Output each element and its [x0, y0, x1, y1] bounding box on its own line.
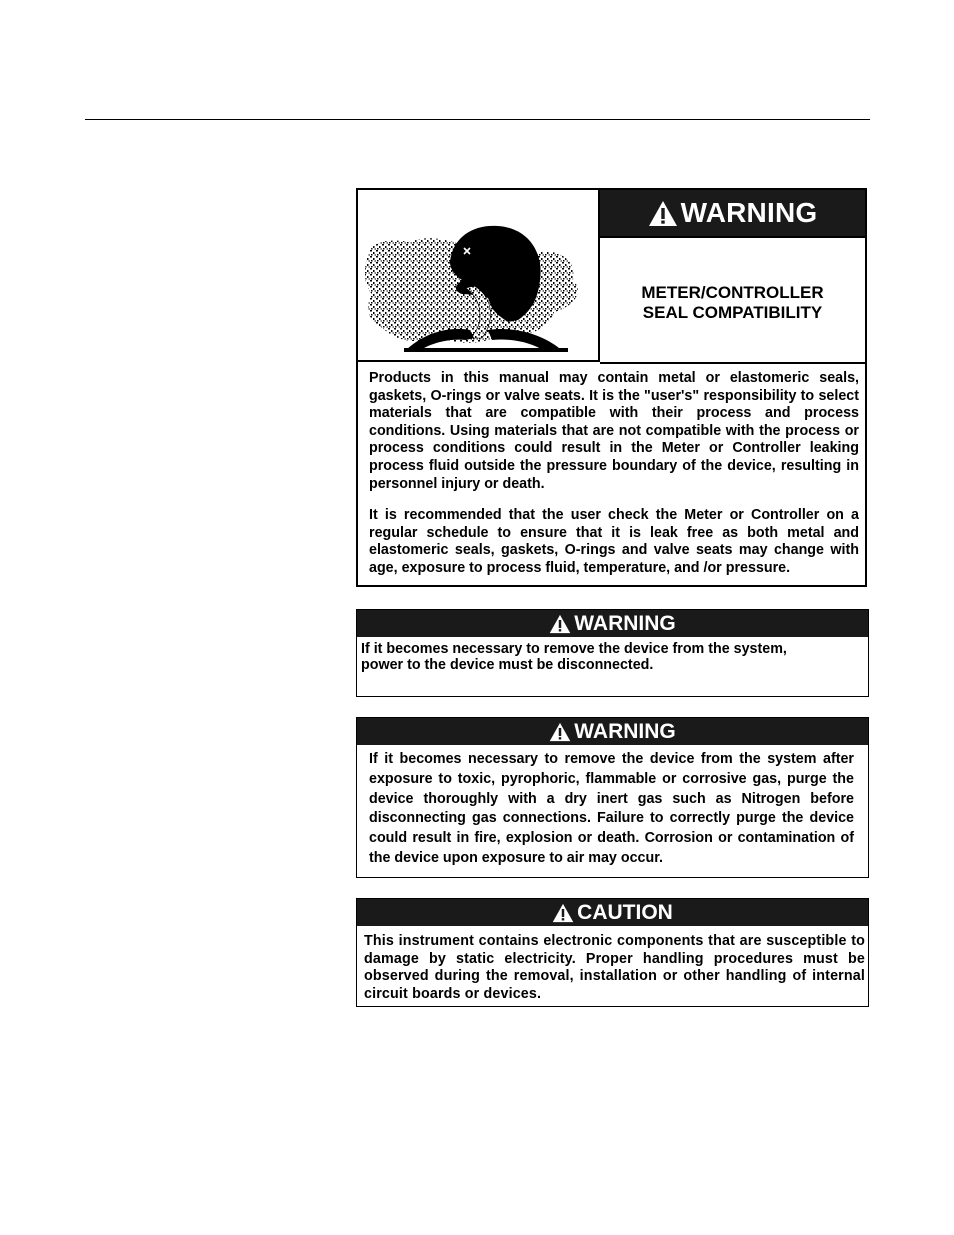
main-warning-header	[600, 190, 865, 236]
toxic-gas-inhalation-icon	[358, 190, 598, 360]
static-electricity-caution	[356, 898, 869, 1007]
main-warning-paragraph-2: It is recommended that the user check the Meter or Controller on a regular schedule to ensure that it is leak free as both metal and elastomeric seals, gaskets, O-rings and valve seats may change with age, exposure to process fluid, temperature, and /or pressure.	[369, 507, 859, 576]
purge-warning-text: If it becomes necessary to remove the device from the system after exposure to toxic, pyrophoric, flammable or corrosive gas, purge the device thoroughly with a dry inert gas such as Nitrogen before disconnecting gas connections. Failure to correctly purge the device could result in fire, explosion or death. Corrosion or contamination of the device upon exposure to air may occur.	[369, 751, 854, 866]
seal-compatibility-warning	[356, 188, 867, 587]
disconnect-warning-text: If it becomes necessary to remove the device from the system, power to the device must be disconnected.	[361, 641, 787, 673]
purge-warning-title: WARNING	[574, 719, 676, 743]
disconnect-power-warning	[356, 609, 869, 697]
warning-triangle-icon	[648, 200, 678, 227]
disconnect-warning-title: WARNING	[574, 611, 676, 635]
caution-text: This instrument contains electronic components that are susceptible to damage by static electricity. Proper handling procedures must be observed during the removal, installation or other handling of internal circuit boards or devices.	[364, 933, 865, 1002]
main-warning-subtitle-panel	[600, 236, 865, 364]
purge-gas-warning	[356, 717, 869, 878]
header-rule	[85, 119, 870, 120]
main-warning-subtitle: METER/CONTROLLER SEAL COMPATIBILITY	[641, 283, 824, 322]
warning-triangle-icon	[549, 614, 571, 634]
purge-warning-header	[357, 718, 868, 745]
disconnect-warning-header	[357, 610, 868, 637]
warning-triangle-icon	[549, 722, 571, 742]
main-warning-paragraph-1: Products in this manual may contain metal or elastomeric seals, gaskets, O-rings or valve seats. It is the "user's" responsibility to select materials that are compatible with their process and process conditions. Using materials that are not compatible with the process or process conditions could result in the Meter or Controller leaking process fluid outside the pressure boundary of the device, resulting in personnel injury or death.	[369, 370, 859, 492]
caution-title: CAUTION	[577, 900, 673, 924]
main-warning-body	[369, 370, 859, 592]
caution-header	[357, 899, 868, 926]
main-warning-title: WARNING	[680, 197, 818, 228]
pictogram-panel	[358, 190, 600, 362]
warning-triangle-icon	[552, 903, 574, 923]
